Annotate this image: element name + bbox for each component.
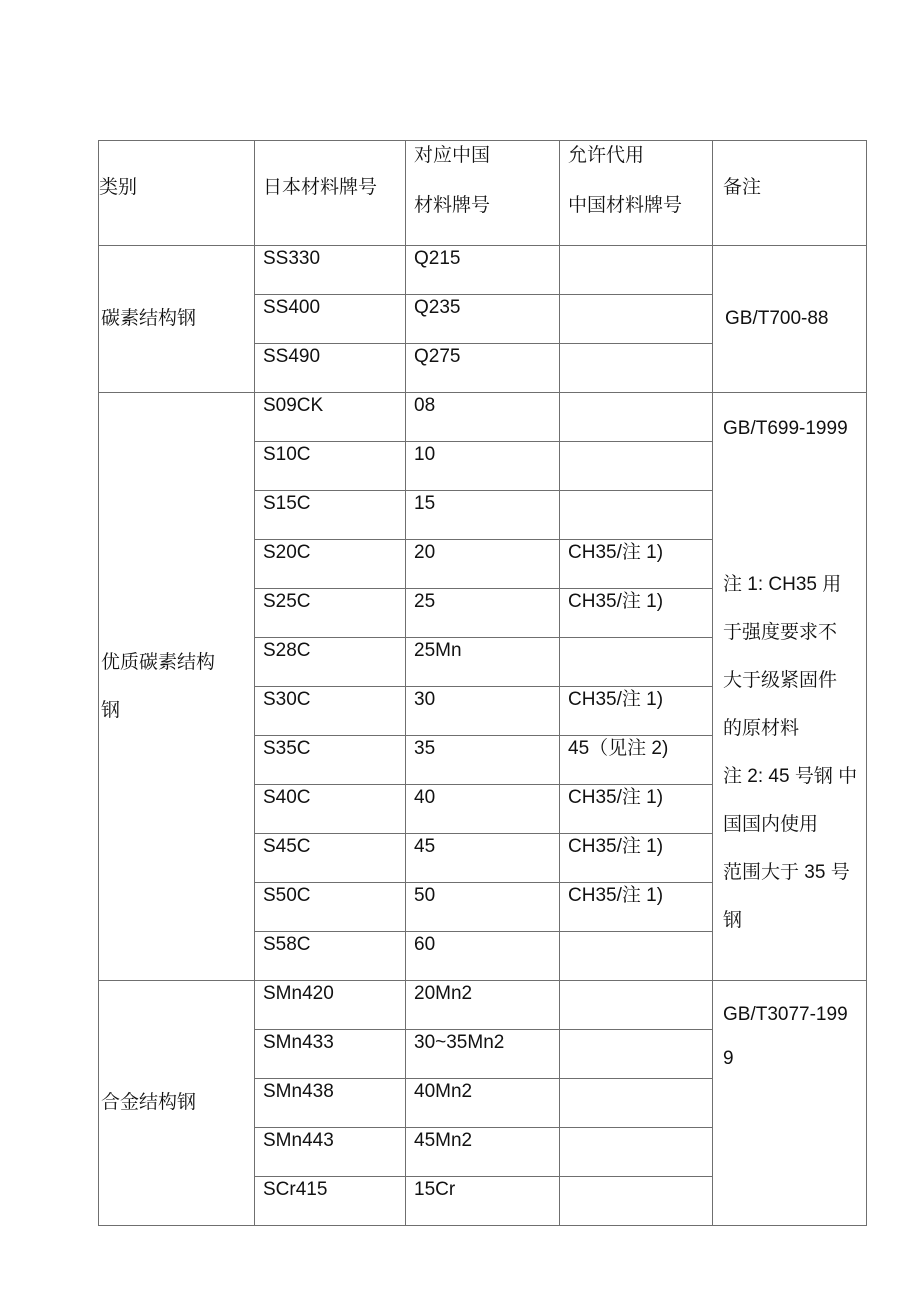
substitute-cell — [560, 1177, 713, 1226]
substitute-cell: CH35/注 1) — [560, 589, 713, 638]
cn-grade-cell: Q215 — [406, 246, 560, 295]
cn-grade-cell: 30~35Mn2 — [406, 1030, 560, 1079]
substitute-cell — [560, 638, 713, 687]
note-carbon-structural: GB/T700-88 — [713, 246, 867, 393]
table-row — [99, 393, 867, 442]
jp-grade-cell: SS330 — [255, 246, 406, 295]
jp-grade-cell: S35C — [255, 736, 406, 785]
jp-grade-cell: S10C — [255, 442, 406, 491]
cn-grade-cell: 15Cr — [406, 1177, 560, 1226]
cn-grade-cell: 60 — [406, 932, 560, 981]
cn-grade-cell: 50 — [406, 883, 560, 932]
cn-grade-cell: 08 — [406, 393, 560, 442]
jp-grade-cell: S28C — [255, 638, 406, 687]
jp-grade-cell: S15C — [255, 491, 406, 540]
substitute-cell: 45（见注 2) — [560, 736, 713, 785]
cn-grade-cell: 40Mn2 — [406, 1079, 560, 1128]
table-row — [99, 246, 867, 295]
substitute-cell — [560, 442, 713, 491]
header-category: 类别 — [99, 141, 255, 246]
note-quality-carbon-structural — [713, 393, 867, 981]
note-standard: GB/T699-1999 — [723, 418, 848, 439]
jp-grade-cell: SCr415 — [255, 1177, 406, 1226]
header-japan-grade: 日本材料牌号 — [255, 141, 406, 246]
substitute-cell — [560, 393, 713, 442]
substitute-cell — [560, 1128, 713, 1177]
jp-grade-cell: S09CK — [255, 393, 406, 442]
cn-grade-cell: 20 — [406, 540, 560, 589]
cn-grade-cell: 40 — [406, 785, 560, 834]
substitute-cell — [560, 491, 713, 540]
material-table — [98, 140, 867, 1226]
jp-grade-cell: SMn420 — [255, 981, 406, 1030]
jp-grade-cell: SMn443 — [255, 1128, 406, 1177]
jp-grade-cell: SMn438 — [255, 1079, 406, 1128]
header-remarks: 备注 — [713, 141, 867, 246]
cn-grade-cell: 35 — [406, 736, 560, 785]
cn-grade-cell: 25 — [406, 589, 560, 638]
note-alloy-structural: GB/T3077-199 9 — [713, 981, 867, 1226]
cn-grade-cell: 15 — [406, 491, 560, 540]
substitute-cell — [560, 1030, 713, 1079]
note-lines: 注 1: CH35 用 于强度要求不 大于级紧固件 的原材料 注 2: 45 号钢 中 国国内使用 范围大于 35 号 钢 — [723, 573, 858, 931]
substitute-cell — [560, 295, 713, 344]
jp-grade-cell: S25C — [255, 589, 406, 638]
table-row — [99, 981, 867, 1030]
cn-grade-cell: Q235 — [406, 295, 560, 344]
substitute-cell — [560, 1079, 713, 1128]
category-carbon-structural: 碳素结构钢 — [99, 246, 255, 393]
jp-grade-cell: S40C — [255, 785, 406, 834]
substitute-cell — [560, 246, 713, 295]
cn-grade-cell: 20Mn2 — [406, 981, 560, 1030]
jp-grade-cell: SS400 — [255, 295, 406, 344]
cn-grade-cell: 45Mn2 — [406, 1128, 560, 1177]
jp-grade-cell: S20C — [255, 540, 406, 589]
substitute-cell: CH35/注 1) — [560, 687, 713, 736]
jp-grade-cell: S50C — [255, 883, 406, 932]
cn-grade-cell: 45 — [406, 834, 560, 883]
jp-grade-cell: S58C — [255, 932, 406, 981]
substitute-cell — [560, 981, 713, 1030]
substitute-cell: CH35/注 1) — [560, 834, 713, 883]
category-quality-carbon-structural: 优质碳素结构 钢 — [99, 393, 255, 981]
substitute-cell — [560, 932, 713, 981]
substitute-cell — [560, 344, 713, 393]
header-china-grade: 对应中国 材料牌号 — [406, 141, 560, 246]
substitute-cell: CH35/注 1) — [560, 785, 713, 834]
jp-grade-cell: SS490 — [255, 344, 406, 393]
cn-grade-cell: 10 — [406, 442, 560, 491]
cn-grade-cell: 30 — [406, 687, 560, 736]
category-alloy-structural: 合金结构钢 — [99, 981, 255, 1226]
cn-grade-cell: Q275 — [406, 344, 560, 393]
substitute-cell: CH35/注 1) — [560, 540, 713, 589]
jp-grade-cell: S30C — [255, 687, 406, 736]
cn-grade-cell: 25Mn — [406, 638, 560, 687]
jp-grade-cell: S45C — [255, 834, 406, 883]
header-substitute-grade: 允许代用 中国材料牌号 — [560, 141, 713, 246]
header-row — [99, 141, 867, 246]
substitute-cell: CH35/注 1) — [560, 883, 713, 932]
jp-grade-cell: SMn433 — [255, 1030, 406, 1079]
